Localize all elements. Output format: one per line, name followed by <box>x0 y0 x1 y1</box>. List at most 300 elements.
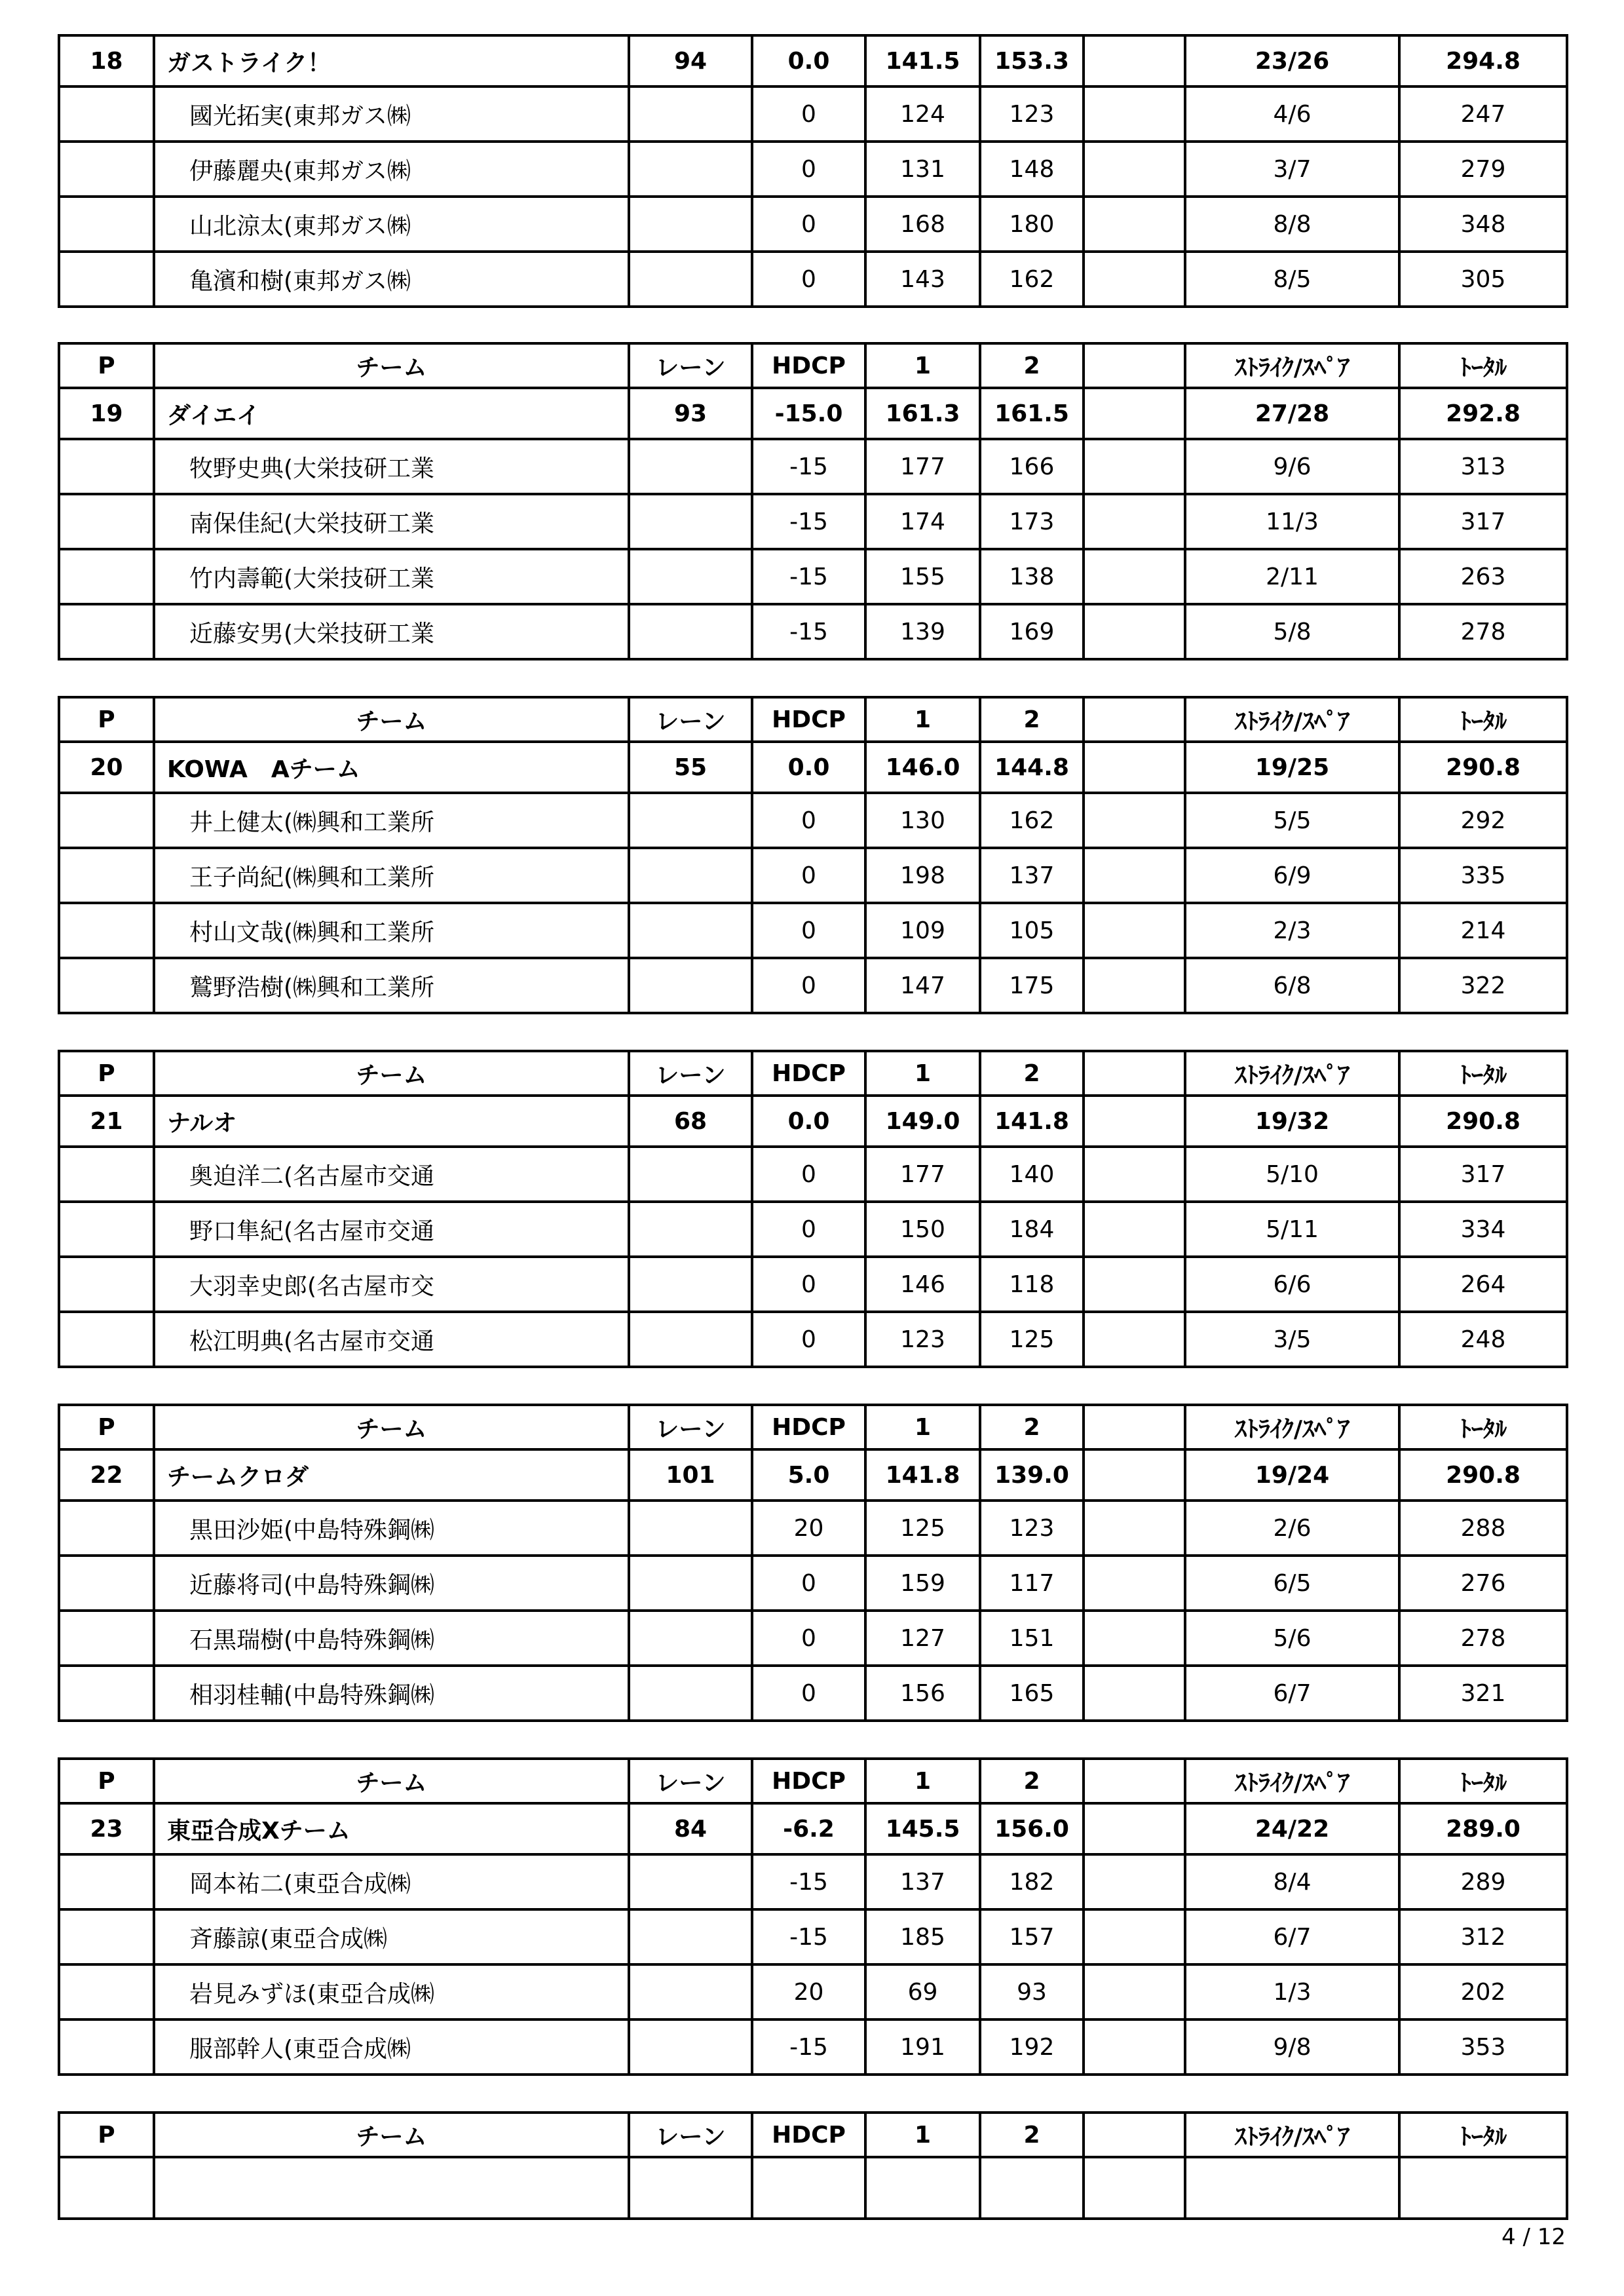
member-blank <box>1084 848 1185 903</box>
member-hdcp: 0 <box>752 142 865 197</box>
header-hdcp: HDCP <box>752 343 865 388</box>
team-block-next <box>58 2111 1568 2220</box>
member-total: 292 <box>1399 793 1567 848</box>
team-position: 21 <box>59 1096 154 1147</box>
member-game2: 173 <box>980 494 1084 549</box>
member-strike-spare: 2/6 <box>1185 1501 1399 1556</box>
header-row <box>59 1405 1567 1449</box>
member-position <box>59 1202 154 1257</box>
member-total: 334 <box>1399 1202 1567 1257</box>
member-hdcp: 0 <box>752 197 865 252</box>
team-game2: 139.0 <box>980 1449 1084 1501</box>
member-game2: 117 <box>980 1556 1084 1611</box>
member-blank <box>1084 958 1185 1013</box>
empty-lane <box>629 2157 752 2219</box>
team-name: ナルオ <box>154 1096 629 1147</box>
team-blank <box>1084 388 1185 439</box>
member-position <box>59 1666 154 1721</box>
member-position <box>59 793 154 848</box>
member-game1: 124 <box>865 86 980 142</box>
team-row <box>59 388 1567 439</box>
member-total: 348 <box>1399 197 1567 252</box>
team-hdcp: -15.0 <box>752 388 865 439</box>
member-game1: 143 <box>865 252 980 307</box>
team-block-23 <box>58 1757 1568 2076</box>
header-game1: 1 <box>865 1759 980 1803</box>
member-total: 317 <box>1399 494 1567 549</box>
header-p: P <box>59 1759 154 1803</box>
header-lane: レーン <box>629 697 752 742</box>
member-lane <box>629 2019 752 2075</box>
member-game2: 118 <box>980 1257 1084 1312</box>
member-game1: 177 <box>865 439 980 494</box>
member-row <box>59 197 1567 252</box>
header-p: P <box>59 343 154 388</box>
team-block-22 <box>58 1404 1568 1722</box>
member-row <box>59 86 1567 142</box>
member-lane <box>629 1147 752 1202</box>
team-game1: 141.8 <box>865 1449 980 1501</box>
member-hdcp: -15 <box>752 549 865 604</box>
member-hdcp: 0 <box>752 1611 865 1666</box>
member-game2: 162 <box>980 793 1084 848</box>
header-total: ﾄｰﾀﾙ <box>1399 1051 1567 1096</box>
team-blank <box>1084 1449 1185 1501</box>
member-name: 岡本祐二(東亞合成㈱ <box>154 1854 629 1909</box>
header-hdcp: HDCP <box>752 1405 865 1449</box>
member-position <box>59 549 154 604</box>
header-p: P <box>59 2113 154 2157</box>
member-strike-spare: 5/5 <box>1185 793 1399 848</box>
header-game2: 2 <box>980 1759 1084 1803</box>
team-row <box>59 1096 1567 1147</box>
member-hdcp: -15 <box>752 2019 865 2075</box>
member-hdcp: -15 <box>752 439 865 494</box>
member-blank <box>1084 1147 1185 1202</box>
member-total: 312 <box>1399 1909 1567 1964</box>
header-game2: 2 <box>980 697 1084 742</box>
member-position <box>59 1964 154 2019</box>
member-row <box>59 1909 1567 1964</box>
empty-game2 <box>980 2157 1084 2219</box>
header-p: P <box>59 697 154 742</box>
member-row <box>59 1257 1567 1312</box>
team-game1: 161.3 <box>865 388 980 439</box>
member-name: 山北涼太(東邦ガス㈱ <box>154 197 629 252</box>
member-lane <box>629 903 752 958</box>
member-blank <box>1084 1501 1185 1556</box>
team-hdcp: 0.0 <box>752 35 865 86</box>
member-row <box>59 903 1567 958</box>
member-lane <box>629 958 752 1013</box>
member-name: 近藤将司(中島特殊鋼㈱ <box>154 1556 629 1611</box>
member-lane <box>629 1257 752 1312</box>
team-block-19 <box>58 342 1568 660</box>
team-game1: 146.0 <box>865 742 980 793</box>
team-strike-spare: 19/25 <box>1185 742 1399 793</box>
member-strike-spare: 6/8 <box>1185 958 1399 1013</box>
member-strike-spare: 5/8 <box>1185 604 1399 659</box>
member-name: 鷲野浩樹(㈱興和工業所 <box>154 958 629 1013</box>
member-blank <box>1084 197 1185 252</box>
team-position: 22 <box>59 1449 154 1501</box>
member-hdcp: 20 <box>752 1964 865 2019</box>
member-lane <box>629 1312 752 1367</box>
team-hdcp: -6.2 <box>752 1803 865 1854</box>
member-name: 岩見みずほ(東亞合成㈱ <box>154 1964 629 2019</box>
member-position <box>59 1854 154 1909</box>
member-row <box>59 1854 1567 1909</box>
member-position <box>59 1909 154 1964</box>
member-position <box>59 903 154 958</box>
team-total: 290.8 <box>1399 1449 1567 1501</box>
member-lane <box>629 1202 752 1257</box>
member-row <box>59 1666 1567 1721</box>
member-blank <box>1084 86 1185 142</box>
member-game1: 123 <box>865 1312 980 1367</box>
header-lane: レーン <box>629 1405 752 1449</box>
header-lane: レーン <box>629 2113 752 2157</box>
member-name: 村山文哉(㈱興和工業所 <box>154 903 629 958</box>
member-row <box>59 494 1567 549</box>
member-position <box>59 439 154 494</box>
member-lane <box>629 252 752 307</box>
member-hdcp: 0 <box>752 1257 865 1312</box>
empty-game1 <box>865 2157 980 2219</box>
member-total: 321 <box>1399 1666 1567 1721</box>
header-strike-spare: ｽﾄﾗｲｸ/ｽﾍﾟｱ <box>1185 2113 1399 2157</box>
member-strike-spare: 1/3 <box>1185 1964 1399 2019</box>
member-name: 國光拓実(東邦ガス㈱ <box>154 86 629 142</box>
header-strike-spare: ｽﾄﾗｲｸ/ｽﾍﾟｱ <box>1185 1405 1399 1449</box>
header-game1: 1 <box>865 343 980 388</box>
member-strike-spare: 6/7 <box>1185 1666 1399 1721</box>
header-team: チーム <box>154 1051 629 1096</box>
header-team: チーム <box>154 1405 629 1449</box>
member-strike-spare: 6/9 <box>1185 848 1399 903</box>
member-total: 263 <box>1399 549 1567 604</box>
member-lane <box>629 1964 752 2019</box>
member-game2: 125 <box>980 1312 1084 1367</box>
team-position: 19 <box>59 388 154 439</box>
member-lane <box>629 793 752 848</box>
header-row <box>59 1051 1567 1096</box>
member-lane <box>629 1501 752 1556</box>
member-lane <box>629 439 752 494</box>
member-hdcp: 0 <box>752 1312 865 1367</box>
team-row <box>59 1449 1567 1501</box>
member-hdcp: 0 <box>752 252 865 307</box>
member-strike-spare: 2/11 <box>1185 549 1399 604</box>
member-position <box>59 1611 154 1666</box>
member-row <box>59 1556 1567 1611</box>
empty-team-row <box>59 2157 1567 2219</box>
member-blank <box>1084 252 1185 307</box>
team-position: 20 <box>59 742 154 793</box>
header-team: チーム <box>154 697 629 742</box>
member-total: 276 <box>1399 1556 1567 1611</box>
member-lane <box>629 197 752 252</box>
member-total: 214 <box>1399 903 1567 958</box>
header-game1: 1 <box>865 697 980 742</box>
team-position: 18 <box>59 35 154 86</box>
member-name: 松江明典(名古屋市交通 <box>154 1312 629 1367</box>
member-row <box>59 252 1567 307</box>
team-row <box>59 1803 1567 1854</box>
member-row <box>59 848 1567 903</box>
member-position <box>59 86 154 142</box>
member-name: 伊藤麗央(東邦ガス㈱ <box>154 142 629 197</box>
empty-total <box>1399 2157 1567 2219</box>
member-blank <box>1084 1202 1185 1257</box>
team-name: ガストライク！ <box>154 35 629 86</box>
team-hdcp: 0.0 <box>752 1096 865 1147</box>
member-position <box>59 1147 154 1202</box>
member-total: 247 <box>1399 86 1567 142</box>
team-lane: 68 <box>629 1096 752 1147</box>
member-name: 王子尚紀(㈱興和工業所 <box>154 848 629 903</box>
member-blank <box>1084 1312 1185 1367</box>
member-hdcp: 0 <box>752 1556 865 1611</box>
team-hdcp: 5.0 <box>752 1449 865 1501</box>
member-position <box>59 494 154 549</box>
member-total: 353 <box>1399 2019 1567 2075</box>
member-position <box>59 604 154 659</box>
member-name: 斉藤諒(東亞合成㈱ <box>154 1909 629 1964</box>
member-name: 黒田沙姫(中島特殊鋼㈱ <box>154 1501 629 1556</box>
member-strike-spare: 5/10 <box>1185 1147 1399 1202</box>
member-position <box>59 958 154 1013</box>
member-row <box>59 958 1567 1013</box>
team-game1: 141.5 <box>865 35 980 86</box>
header-lane: レーン <box>629 343 752 388</box>
team-game2: 144.8 <box>980 742 1084 793</box>
member-lane <box>629 604 752 659</box>
member-lane <box>629 1556 752 1611</box>
member-game2: 180 <box>980 197 1084 252</box>
member-strike-spare: 6/6 <box>1185 1257 1399 1312</box>
header-blank <box>1084 343 1185 388</box>
member-lane <box>629 1854 752 1909</box>
member-hdcp: 0 <box>752 1202 865 1257</box>
member-hdcp: 0 <box>752 848 865 903</box>
header-total: ﾄｰﾀﾙ <box>1399 1759 1567 1803</box>
member-hdcp: 0 <box>752 1666 865 1721</box>
member-name: 相羽桂輔(中島特殊鋼㈱ <box>154 1666 629 1721</box>
member-strike-spare: 8/4 <box>1185 1854 1399 1909</box>
member-lane <box>629 86 752 142</box>
member-game1: 191 <box>865 2019 980 2075</box>
header-row <box>59 697 1567 742</box>
member-blank <box>1084 1666 1185 1721</box>
member-blank <box>1084 142 1185 197</box>
member-total: 288 <box>1399 1501 1567 1556</box>
team-total: 290.8 <box>1399 1096 1567 1147</box>
header-total: ﾄｰﾀﾙ <box>1399 2113 1567 2157</box>
header-total: ﾄｰﾀﾙ <box>1399 1405 1567 1449</box>
page-number: 4 / 12 <box>1501 2224 1566 2250</box>
team-name: KOWA Aチーム <box>154 742 629 793</box>
member-name: 井上健太(㈱興和工業所 <box>154 793 629 848</box>
header-total: ﾄｰﾀﾙ <box>1399 343 1567 388</box>
header-p: P <box>59 1405 154 1449</box>
header-blank <box>1084 1405 1185 1449</box>
member-position <box>59 1556 154 1611</box>
member-row <box>59 1312 1567 1367</box>
team-lane: 55 <box>629 742 752 793</box>
member-blank <box>1084 903 1185 958</box>
header-blank <box>1084 697 1185 742</box>
member-game1: 139 <box>865 604 980 659</box>
member-strike-spare: 8/5 <box>1185 252 1399 307</box>
team-blank <box>1084 35 1185 86</box>
team-game1: 145.5 <box>865 1803 980 1854</box>
header-blank <box>1084 1051 1185 1096</box>
member-strike-spare: 3/7 <box>1185 142 1399 197</box>
header-total: ﾄｰﾀﾙ <box>1399 697 1567 742</box>
member-row <box>59 1501 1567 1556</box>
team-position: 23 <box>59 1803 154 1854</box>
member-blank <box>1084 1964 1185 2019</box>
team-game2: 153.3 <box>980 35 1084 86</box>
member-total: 322 <box>1399 958 1567 1013</box>
empty-name <box>154 2157 629 2219</box>
member-blank <box>1084 549 1185 604</box>
team-block-21 <box>58 1050 1568 1368</box>
member-row <box>59 604 1567 659</box>
member-strike-spare: 3/5 <box>1185 1312 1399 1367</box>
team-name: 東亞合成Xチーム <box>154 1803 629 1854</box>
member-game1: 130 <box>865 793 980 848</box>
member-game1: 127 <box>865 1611 980 1666</box>
member-game2: 140 <box>980 1147 1084 1202</box>
member-hdcp: 0 <box>752 1147 865 1202</box>
member-name: 服部幹人(東亞合成㈱ <box>154 2019 629 2075</box>
team-total: 294.8 <box>1399 35 1567 86</box>
member-name: 南保佳紀(大栄技研工業 <box>154 494 629 549</box>
team-game2: 156.0 <box>980 1803 1084 1854</box>
member-game2: 105 <box>980 903 1084 958</box>
member-game2: 182 <box>980 1854 1084 1909</box>
member-game2: 157 <box>980 1909 1084 1964</box>
member-total: 264 <box>1399 1257 1567 1312</box>
header-game1: 1 <box>865 1051 980 1096</box>
member-row <box>59 1964 1567 2019</box>
member-strike-spare: 4/6 <box>1185 86 1399 142</box>
member-hdcp: -15 <box>752 604 865 659</box>
member-row <box>59 549 1567 604</box>
member-strike-spare: 8/8 <box>1185 197 1399 252</box>
member-name: 石黒瑞樹(中島特殊鋼㈱ <box>154 1611 629 1666</box>
team-lane: 94 <box>629 35 752 86</box>
member-strike-spare: 9/8 <box>1185 2019 1399 2075</box>
member-game2: 123 <box>980 1501 1084 1556</box>
header-blank <box>1084 2113 1185 2157</box>
team-name: ダイエイ <box>154 388 629 439</box>
header-game2: 2 <box>980 2113 1084 2157</box>
member-name: 大羽幸史郎(名古屋市交 <box>154 1257 629 1312</box>
member-hdcp: 0 <box>752 86 865 142</box>
member-game2: 138 <box>980 549 1084 604</box>
team-strike-spare: 23/26 <box>1185 35 1399 86</box>
team-blank <box>1084 742 1185 793</box>
member-blank <box>1084 1854 1185 1909</box>
member-total: 202 <box>1399 1964 1567 2019</box>
member-lane <box>629 1611 752 1666</box>
member-position <box>59 848 154 903</box>
member-position <box>59 197 154 252</box>
member-lane <box>629 142 752 197</box>
team-row <box>59 742 1567 793</box>
member-blank <box>1084 2019 1185 2075</box>
member-position <box>59 1312 154 1367</box>
member-game2: 175 <box>980 958 1084 1013</box>
member-blank <box>1084 604 1185 659</box>
member-game1: 69 <box>865 1964 980 2019</box>
member-name: 竹内壽範(大栄技研工業 <box>154 549 629 604</box>
member-name: 亀濱和樹(東邦ガス㈱ <box>154 252 629 307</box>
header-game1: 1 <box>865 1405 980 1449</box>
header-strike-spare: ｽﾄﾗｲｸ/ｽﾍﾟｱ <box>1185 343 1399 388</box>
member-blank <box>1084 1909 1185 1964</box>
member-strike-spare: 5/11 <box>1185 1202 1399 1257</box>
member-game2: 93 <box>980 1964 1084 2019</box>
member-name: 牧野史典(大栄技研工業 <box>154 439 629 494</box>
member-game1: 185 <box>865 1909 980 1964</box>
member-blank <box>1084 793 1185 848</box>
member-position <box>59 252 154 307</box>
member-game1: 109 <box>865 903 980 958</box>
header-lane: レーン <box>629 1759 752 1803</box>
member-total: 248 <box>1399 1312 1567 1367</box>
team-total: 292.8 <box>1399 388 1567 439</box>
member-game1: 125 <box>865 1501 980 1556</box>
header-game2: 2 <box>980 1405 1084 1449</box>
team-total: 289.0 <box>1399 1803 1567 1854</box>
member-game1: 137 <box>865 1854 980 1909</box>
header-game2: 2 <box>980 343 1084 388</box>
member-row <box>59 793 1567 848</box>
member-game1: 146 <box>865 1257 980 1312</box>
member-blank <box>1084 439 1185 494</box>
member-lane <box>629 494 752 549</box>
team-name: チームクロダ <box>154 1449 629 1501</box>
header-strike-spare: ｽﾄﾗｲｸ/ｽﾍﾟｱ <box>1185 1051 1399 1096</box>
member-total: 278 <box>1399 604 1567 659</box>
member-game1: 155 <box>865 549 980 604</box>
header-team: チーム <box>154 2113 629 2157</box>
member-position <box>59 1257 154 1312</box>
header-lane: レーン <box>629 1051 752 1096</box>
header-row <box>59 1759 1567 1803</box>
member-game2: 184 <box>980 1202 1084 1257</box>
team-strike-spare: 19/24 <box>1185 1449 1399 1501</box>
team-block-18 <box>58 34 1568 308</box>
empty-hdcp <box>752 2157 865 2219</box>
header-team: チーム <box>154 1759 629 1803</box>
member-game1: 174 <box>865 494 980 549</box>
member-total: 305 <box>1399 252 1567 307</box>
member-strike-spare: 11/3 <box>1185 494 1399 549</box>
team-blank <box>1084 1803 1185 1854</box>
header-blank <box>1084 1759 1185 1803</box>
member-row <box>59 1202 1567 1257</box>
member-game1: 156 <box>865 1666 980 1721</box>
member-hdcp: -15 <box>752 1909 865 1964</box>
member-lane <box>629 1666 752 1721</box>
header-strike-spare: ｽﾄﾗｲｸ/ｽﾍﾟｱ <box>1185 1759 1399 1803</box>
team-strike-spare: 27/28 <box>1185 388 1399 439</box>
